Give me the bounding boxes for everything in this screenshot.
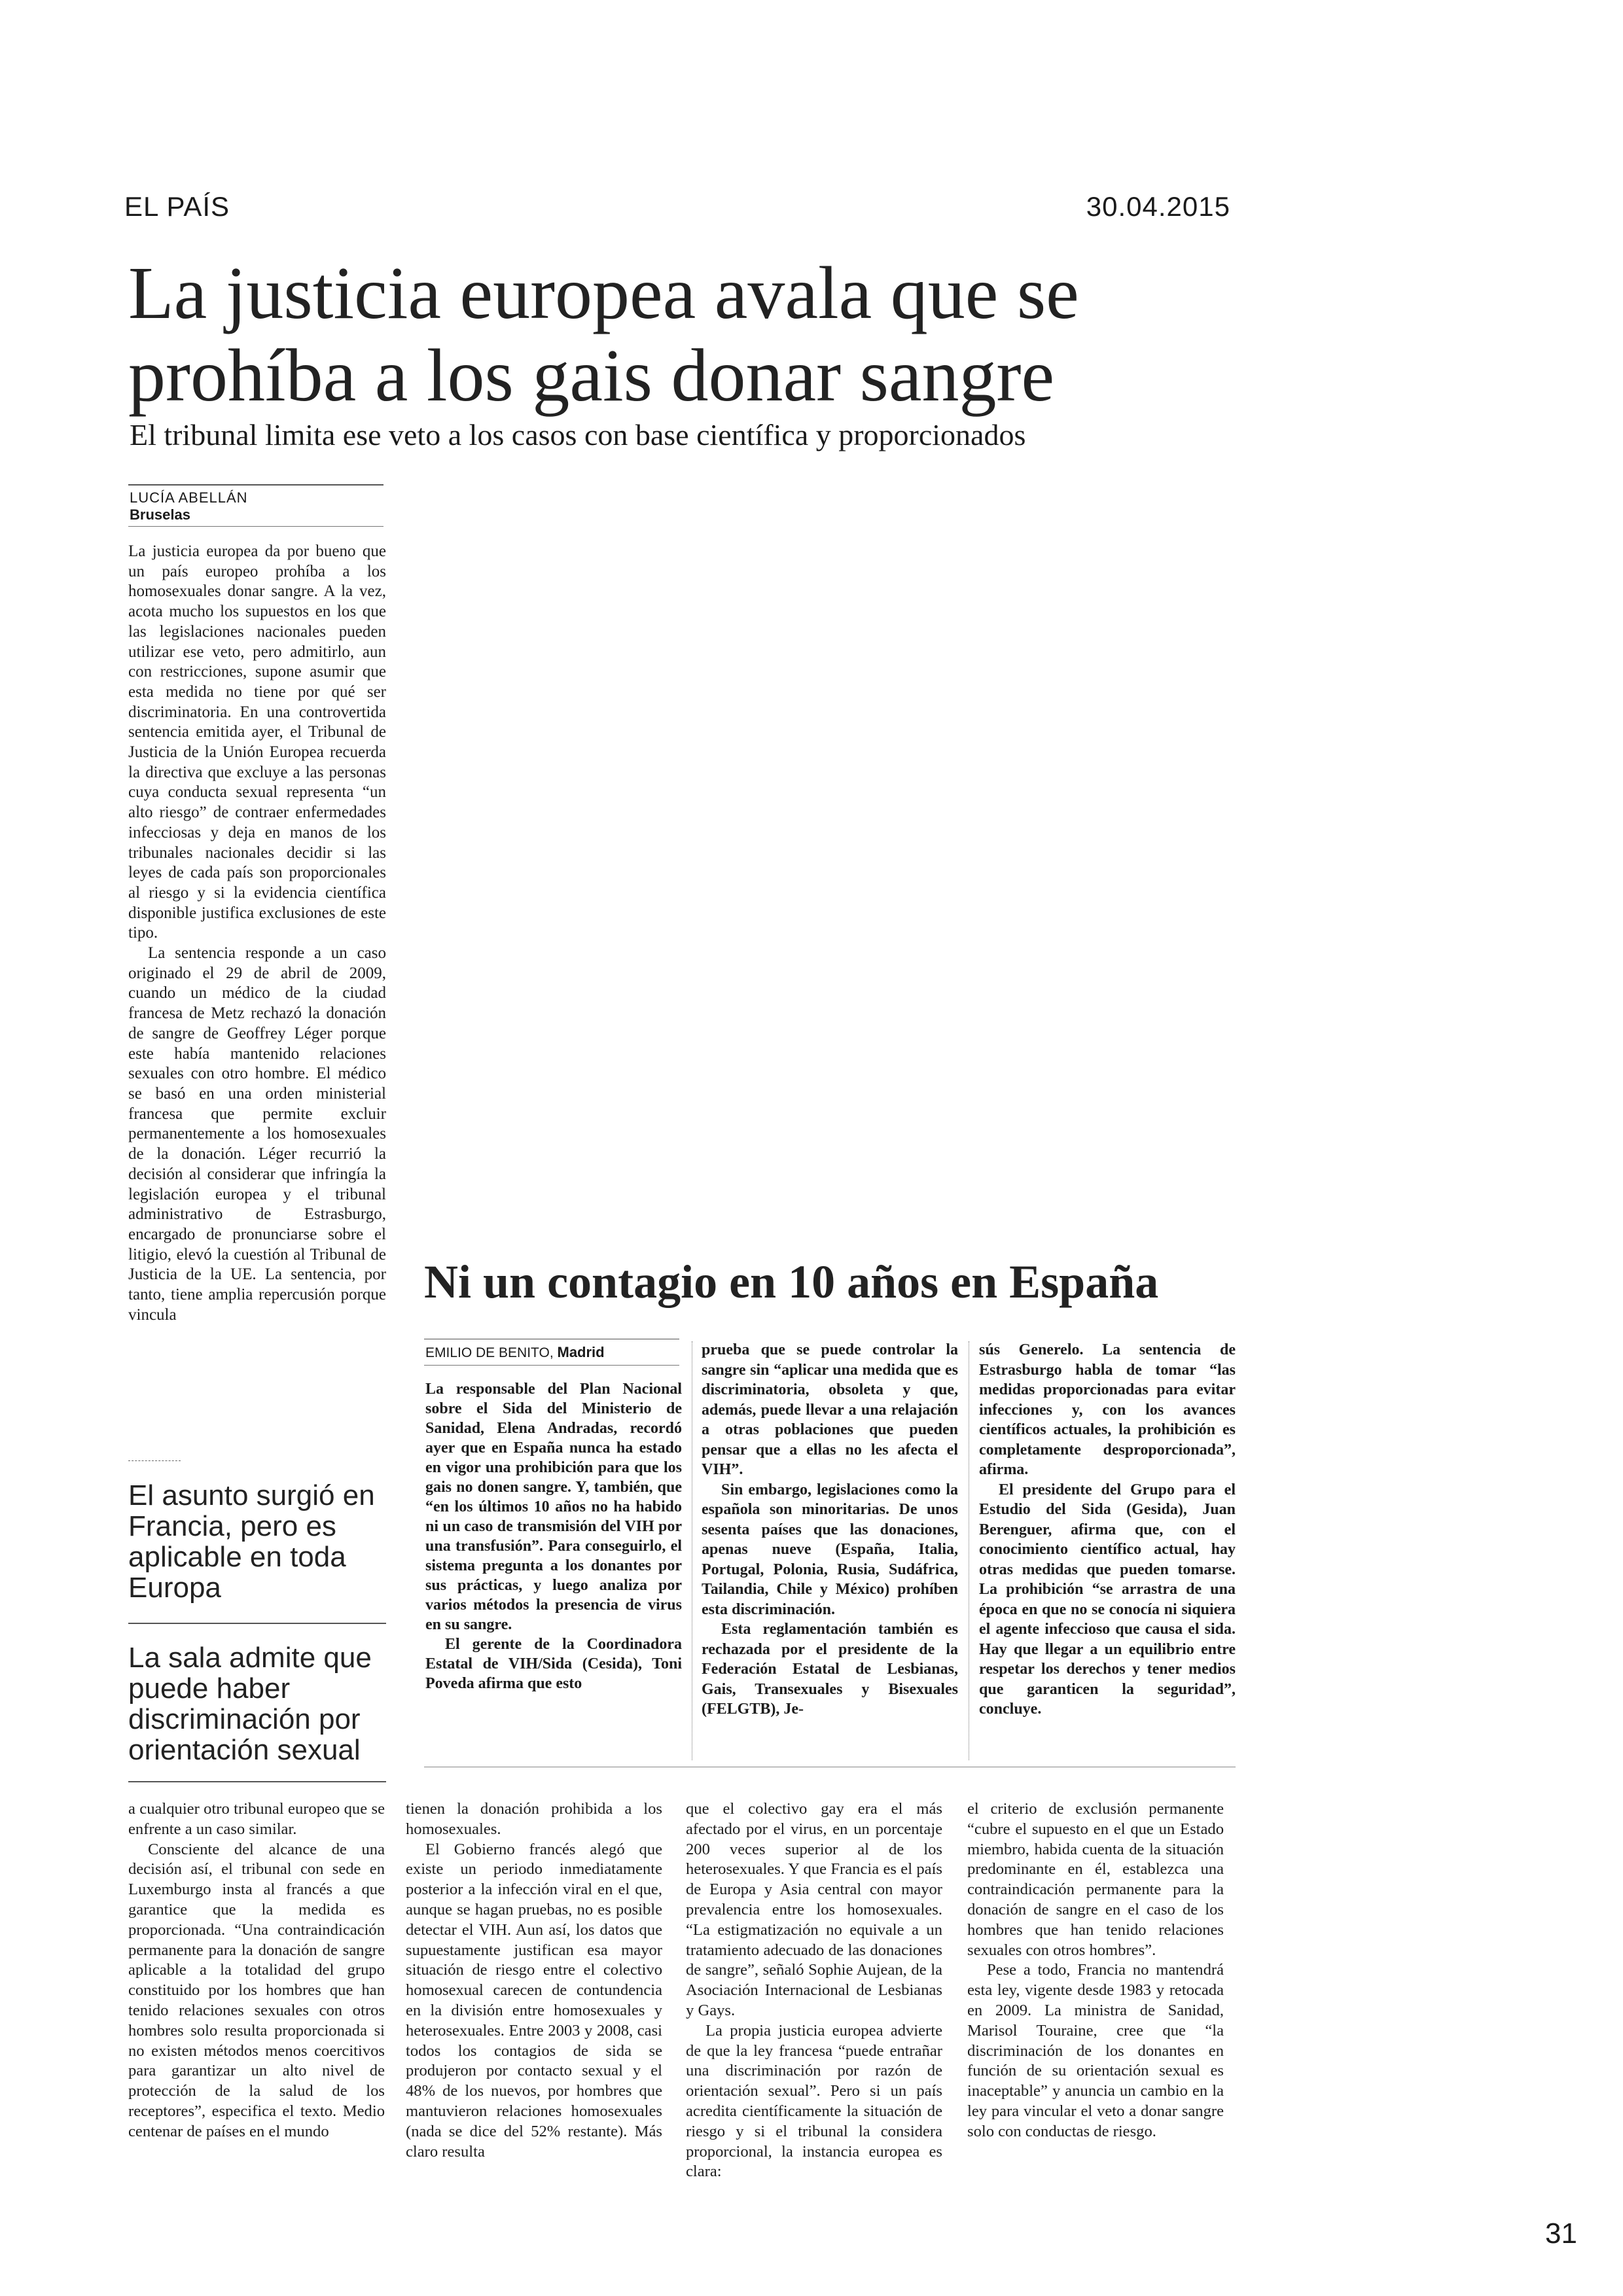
paragraph: El presidente del Grupo para el Estudio del Sida (Gesida), Juan Berenguer, afirma que, con el conocimiento científico actual, hay otras medidas que pueden tomarse. La prohibición “se arrastra de una época en que no se conocía ni siquiera el agente infeccioso que causa el sida. Hay que llegar a un equilibrio entre respetar los derechos y tener medios que garanticen la seguridad”, concluye.: [979, 1481, 1236, 1718]
box-byline-location: Madrid: [557, 1344, 605, 1360]
box-byline-bottom-rule: [424, 1365, 679, 1366]
paragraph: el criterio de exclusión permanente “cubre el supuesto en el que un Estado miembro, habida cuenta de la situación predominante en él, establezca una contraindicación permanente para la donación de sangre en el caso de los hombres que han tenido relaciones sexuales con otros hombres”.: [967, 1800, 1224, 1959]
byline-bottom-rule: [128, 526, 383, 527]
newspaper-name: EL PAÍS: [124, 191, 230, 222]
article-bottom-column-2: [406, 1799, 662, 2162]
box-byline-author: EMILIO DE BENITO: [425, 1345, 550, 1360]
byline-top-rule: [128, 484, 383, 486]
article-bottom-column-3: [686, 1799, 942, 2182]
box-byline: [425, 1344, 605, 1361]
paragraph: que el colectivo gay era el más afectado por el virus, en un porcentaje 200 veces superior al de los heterosexuales. Y que Francia es el país de Europa y Asia central con mayor prevalencia entre los homosexuales. “La estigmatización no equivale a un tratamiento adecuado de las donaciones de sangre”, señaló Sophie Aujean, de la Asociación Internacional de Lesbianas y Gays.: [686, 1800, 942, 2019]
box-headline: Ni un contagio en 10 años en España: [424, 1256, 1159, 1308]
box-column-1: [425, 1379, 682, 1693]
paragraph: Esta reglamentación también es rechazada por el presidente de la Federación Estatal de Lesbianas, Gais, Transexuales y Bisexuales (FELGTB), Je-: [702, 1621, 958, 1718]
pullquote-top-rule: [128, 1460, 181, 1461]
pullquote-2: La sala admite que puede haber discriminación por orientación sexual: [128, 1642, 372, 1766]
pullquote-divider: [128, 1623, 386, 1624]
article-byline: [130, 489, 248, 523]
article-lead-column: [128, 542, 386, 1325]
paragraph: La propia justicia europea advierte de que la ley francesa “puede entrañar una discriminación por razón de orientación sexual”. Pero si un país acredita científicamente la situación de riesgo y si el tribunal la considera proporcional, la instancia europea es clara:: [686, 2021, 942, 2181]
article-bottom-column-1: [128, 1799, 385, 2142]
page-number: 31: [1545, 2217, 1577, 2250]
paragraph: La justicia europea da por bueno que un país europeo prohíba a los homosexuales donar sangre. A la vez, acota mucho los supuestos en los que las legislaciones nacionales pueden utilizar ese veto, pero admitirlo, aun con restricciones, supone asumir que esta medida no tiene por qué ser discriminatoria. En una controvertida sentencia emitida ayer, el Tribunal de Justicia de la Unión Europea recuerda la directiva que excluye a las personas cuya conducta sexual representa “un alto riesgo” de contraer enfermedades infecciosas y deja en manos de los tribunales nacionales decidir si las leyes de cada país son proporcionales al riesgo y si la evidencia científica disponible justifica exclusiones de este tipo.: [128, 542, 386, 942]
paragraph: Pese a todo, Francia no mantendrá esta ley, vigente desde 1983 y retocada en 2009. La ministra de Sanidad, Marisol Touraine, cree que “la discriminación de los donantes en función de su orientación sexual es inaceptable” y anuncia un cambio en la ley para vincular el veto a donar sangre solo con conductas de riesgo.: [967, 1961, 1224, 2140]
article-bottom-column-4: [967, 1799, 1224, 2142]
paragraph: La responsable del Plan Nacional sobre el Sida del Ministerio de Sanidad, Elena Andradas, recordó ayer que en España nunca ha estado en vigor una prohibición para que los gais no donen sangre. Y, también, que “en los últimos 10 años no ha habido ni un caso de transmisión del VIH por una transfusión”. Para conseguirlo, el sistema pregunta a los donantes por sus prácticas, y luego analiza por varios métodos la presencia de virus en su sangre.: [425, 1381, 682, 1633]
paragraph: La sentencia responde a un caso originado el 29 de abril de 2009, cuando un médico de la ciudad francesa de Metz rechazó la donación de sangre de Geoffrey Léger porque este había mantenido relaciones sexuales con otro hombre. El médico se basó en una orden ministerial francesa que permite excluir permanentemente a los homosexuales de la donación. Léger recurrió la decisión al considerar que infringía la legislación europea y el tribunal administrativo de Estrasburgo, encargado de pronunciarse sobre el litigio, elevó la cuestión al Tribunal de Justicia de la UE. La sentencia, por tanto, tiene amplia repercusión porque vincula: [128, 944, 386, 1324]
pullquote-bottom-rule: [128, 1781, 386, 1782]
byline-location: Bruselas: [130, 506, 190, 523]
paragraph: prueba que se puede controlar la sangre sin “aplicar una medida que es discriminatoria, obsoleta y que, además, puede llevar a una relajación a otras poblaciones que pueden pensar que a ellas no les afecta el VIH”.: [702, 1341, 958, 1478]
paragraph: El Gobierno francés alegó que existe un periodo inmediatamente posterior a la infección viral en el que, aunque se hagan pruebas, no es posible detectar el VIH. Aun así, los datos que supuestamente justifican esa mayor situación de riesgo entre el colectivo homosexual carecen de contundencia en la división entre homosexuales y heterosexuales. Entre 2003 y 2008, casi todos los contagios de sida se produjeron por contacto sexual y el 48% de los nuevos, por hombres que mantuvieron relaciones homosexuales (nada se dice del 52% restante). Más claro resulta: [406, 1840, 662, 2161]
pullquote-1: El asunto surgió en Francia, pero es aplicable en toda Europa: [128, 1479, 375, 1604]
paragraph: sús Generelo. La sentencia de Estrasburgo habla de tomar “las medidas proporcionadas para evitar infecciones y, con los avances científicos actuales, la prohibición es completamente desproporcionada”, afirma.: [979, 1341, 1236, 1478]
paragraph: Sin embargo, legislaciones como la española son minoritarias. De unos sesenta países que las donaciones, apenas nueve (España, Italia, Portugal, Polonia, Rusia, Sudáfrica, Tailandia, Chile y México) prohíben esta discriminación.: [702, 1481, 958, 1618]
box-column-2: [702, 1340, 958, 1720]
paragraph: a cualquier otro tribunal europeo que se enfrente a un caso similar.: [128, 1800, 385, 1838]
paragraph: tienen la donación prohibida a los homosexuales.: [406, 1800, 662, 1838]
paragraph: El gerente de la Coordinadora Estatal de VIH/Sida (Cesida), Toni Poveda afirma que esto: [425, 1636, 682, 1692]
box-column-3: [979, 1340, 1236, 1720]
article-subhead: El tribunal limita ese veto a los casos con base científica y proporcionados: [130, 418, 1026, 451]
publication-date: 30.04.2015: [1086, 191, 1230, 222]
byline-author: LUCÍA ABELLÁN: [130, 489, 248, 506]
box-byline-separator: ,: [549, 1345, 558, 1360]
article-headline: La justicia europea avala que se prohíba a los gais donar sangre: [128, 251, 1079, 417]
paragraph: Consciente del alcance de una decisión así, el tribunal con sede en Luxemburgo insta al francés a que garantice que la medida es proporcionada. “Una contraindicación permanente para la donación de sangre aplicable a la totalidad del grupo constituido por los hombres que han tenido relaciones sexuales con otros hombres solo resulta proporcionada si no existen métodos menos coercitivos para garantizar un alto nivel de protección de la salud de los receptores”, especifica el texto. Medio centenar de países en el mundo: [128, 1840, 385, 2140]
